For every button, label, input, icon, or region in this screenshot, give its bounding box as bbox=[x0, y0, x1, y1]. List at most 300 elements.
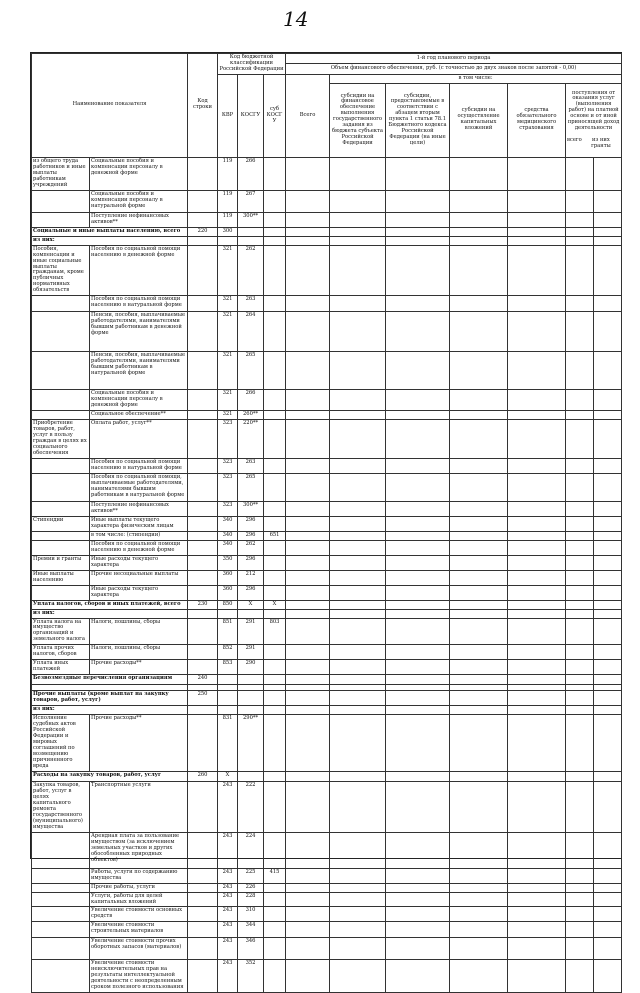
row-value-cell bbox=[594, 157, 622, 190]
row-value-cell bbox=[450, 227, 508, 236]
row-value-cell bbox=[286, 459, 330, 474]
row-value-cell bbox=[386, 832, 450, 868]
header-total: Всего bbox=[286, 74, 330, 157]
row-kvr bbox=[218, 706, 238, 715]
row-value-cell bbox=[508, 922, 566, 938]
row-value-cell bbox=[450, 691, 508, 706]
row-kvr: 323 bbox=[218, 501, 238, 516]
row-value-cell bbox=[286, 245, 330, 296]
row-sub-kosgu bbox=[264, 157, 286, 190]
row-kosgu: 265 bbox=[238, 352, 264, 390]
row-value-cell bbox=[330, 390, 386, 411]
row-item: Пособия по социальной помощи населению в денежной форме bbox=[90, 540, 188, 555]
row-code bbox=[188, 907, 218, 922]
row-code bbox=[188, 960, 218, 993]
row-kvr: 340 bbox=[218, 540, 238, 555]
row-sub-kosgu bbox=[264, 212, 286, 227]
row-kosgu: 296 bbox=[238, 531, 264, 540]
row-code bbox=[188, 473, 218, 501]
header-oms: средства обязательного медицинского страхования bbox=[508, 83, 566, 157]
row-kosgu: 225 bbox=[238, 868, 264, 883]
row-value-cell bbox=[330, 600, 386, 609]
row-section bbox=[32, 907, 90, 922]
row-value-cell bbox=[450, 245, 508, 296]
row-kvr: 243 bbox=[218, 868, 238, 883]
row-name: Расходы на закупку товаров, работ, услуг bbox=[32, 771, 188, 781]
row-sub-kosgu bbox=[264, 706, 286, 715]
row-value-cell bbox=[386, 501, 450, 516]
row-value-cell bbox=[330, 459, 386, 474]
row-value-cell bbox=[508, 516, 566, 531]
row-sub-kosgu bbox=[264, 352, 286, 390]
row-kvr: 321 bbox=[218, 352, 238, 390]
row-value-cell bbox=[508, 236, 566, 245]
row-section: из общего труда работников и иные выплаты работникам учреждений bbox=[32, 157, 90, 190]
table-row bbox=[32, 227, 622, 236]
row-kvr bbox=[218, 236, 238, 245]
row-value-cell bbox=[286, 390, 330, 411]
row-value-cell bbox=[286, 609, 330, 618]
row-value-cell bbox=[386, 771, 450, 781]
row-value-cell bbox=[330, 691, 386, 706]
row-kvr: 350 bbox=[218, 555, 238, 570]
row-value-cell bbox=[508, 570, 566, 585]
row-section: Пособия, компенсации и иные социальные выплаты гражданам, кроме публичных нормативных обязательств bbox=[32, 245, 90, 296]
row-value-cell bbox=[566, 212, 594, 227]
row-value-cell bbox=[286, 660, 330, 675]
row-value-cell bbox=[508, 675, 566, 685]
row-kosgu: 296 bbox=[238, 516, 264, 531]
row-value-cell bbox=[286, 516, 330, 531]
row-value-cell bbox=[330, 236, 386, 245]
row-kosgu bbox=[238, 691, 264, 706]
row-item: Пособия по социальной помощи населению в денежной форме bbox=[90, 245, 188, 296]
table-row bbox=[32, 715, 622, 772]
row-value-cell bbox=[594, 781, 622, 832]
row-value-cell bbox=[594, 296, 622, 312]
row-value-cell bbox=[508, 660, 566, 675]
row-value-cell bbox=[386, 352, 450, 390]
row-value-cell bbox=[286, 715, 330, 772]
row-sub-kosgu: 415 bbox=[264, 868, 286, 883]
table-row bbox=[32, 312, 622, 352]
row-item: Иные выплаты текущего характера физическим лицам bbox=[90, 516, 188, 531]
row-value-cell bbox=[594, 501, 622, 516]
row-value-cell bbox=[286, 771, 330, 781]
row-value-cell bbox=[386, 907, 450, 922]
row-sub-kosgu bbox=[264, 771, 286, 781]
row-value-cell bbox=[594, 352, 622, 390]
row-value-cell bbox=[566, 296, 594, 312]
row-section: Премии и гранты bbox=[32, 555, 90, 570]
row-value-cell bbox=[566, 516, 594, 531]
row-name: из них: bbox=[32, 236, 188, 245]
row-value-cell bbox=[594, 585, 622, 600]
row-value-cell bbox=[386, 675, 450, 685]
row-section bbox=[32, 938, 90, 960]
row-kosgu: 226 bbox=[238, 883, 264, 892]
row-value-cell bbox=[508, 771, 566, 781]
row-value-cell bbox=[286, 236, 330, 245]
row-value-cell bbox=[330, 555, 386, 570]
row-kosgu: 290 bbox=[238, 660, 264, 675]
row-value-cell bbox=[508, 618, 566, 645]
row-sub-kosgu bbox=[264, 501, 286, 516]
row-value-cell bbox=[594, 609, 622, 618]
row-value-cell bbox=[330, 618, 386, 645]
row-item: Пособия по социальной помощи, выплачиваемые работодателями, нанимателями бывшим работникам в натуральной форме bbox=[90, 473, 188, 501]
row-value-cell bbox=[508, 227, 566, 236]
row-code bbox=[188, 540, 218, 555]
row-value-cell bbox=[330, 245, 386, 296]
row-value-cell bbox=[594, 922, 622, 938]
row-value-cell bbox=[330, 570, 386, 585]
row-value-cell bbox=[566, 675, 594, 685]
table-row bbox=[32, 245, 622, 296]
row-kvr: 243 bbox=[218, 781, 238, 832]
row-value-cell bbox=[594, 473, 622, 501]
row-value-cell bbox=[386, 245, 450, 296]
row-value-cell bbox=[330, 675, 386, 685]
row-value-cell bbox=[450, 352, 508, 390]
row-kosgu: 224 bbox=[238, 832, 264, 868]
header-paid-grants: из них гранты bbox=[591, 137, 611, 150]
row-item: Пенсии, пособия, выплачиваемые работодателями, нанимателями бывшим работникам в натуральной форме bbox=[90, 352, 188, 390]
row-value-cell bbox=[330, 531, 386, 540]
row-value-cell bbox=[508, 296, 566, 312]
row-value-cell bbox=[594, 907, 622, 922]
row-value-cell bbox=[386, 157, 450, 190]
row-code bbox=[188, 411, 218, 420]
row-value-cell bbox=[594, 715, 622, 772]
row-value-cell bbox=[508, 212, 566, 227]
row-value-cell bbox=[594, 570, 622, 585]
row-item: Социальные пособия и компенсации персоналу в денежной форме bbox=[90, 157, 188, 190]
row-kosgu bbox=[238, 706, 264, 715]
row-value-cell bbox=[386, 883, 450, 892]
row-value-cell bbox=[286, 600, 330, 609]
row-kvr: 321 bbox=[218, 296, 238, 312]
row-value-cell bbox=[286, 473, 330, 501]
table-row bbox=[32, 212, 622, 227]
row-item: Прочие расходы** bbox=[90, 715, 188, 772]
row-value-cell bbox=[566, 585, 594, 600]
row-sub-kosgu bbox=[264, 296, 286, 312]
row-code bbox=[188, 645, 218, 660]
row-code bbox=[188, 296, 218, 312]
row-sub-kosgu bbox=[264, 236, 286, 245]
row-value-cell bbox=[594, 645, 622, 660]
row-value-cell bbox=[508, 390, 566, 411]
row-sub-kosgu: X bbox=[264, 600, 286, 609]
row-value-cell bbox=[508, 883, 566, 892]
table-row bbox=[32, 555, 622, 570]
table-row bbox=[32, 516, 622, 531]
row-value-cell bbox=[450, 501, 508, 516]
row-item: Прочие работы, услуги bbox=[90, 883, 188, 892]
row-value-cell bbox=[594, 516, 622, 531]
row-code bbox=[188, 609, 218, 618]
row-value-cell bbox=[330, 212, 386, 227]
row-value-cell bbox=[594, 227, 622, 236]
row-value-cell bbox=[594, 960, 622, 993]
row-value-cell bbox=[450, 473, 508, 501]
row-code bbox=[188, 190, 218, 212]
row-kosgu: 346 bbox=[238, 938, 264, 960]
row-value-cell bbox=[450, 411, 508, 420]
row-kosgu bbox=[238, 227, 264, 236]
row-item: Поступление нефинансовых активов** bbox=[90, 212, 188, 227]
row-code bbox=[188, 781, 218, 832]
row-name: Прочие выплаты (кроме выплат на закупку товаров, работ, услуг) bbox=[32, 691, 188, 706]
row-value-cell bbox=[508, 907, 566, 922]
row-value-cell bbox=[450, 868, 508, 883]
row-item: Иные расходы текущего характера bbox=[90, 555, 188, 570]
row-kvr: 243 bbox=[218, 907, 238, 922]
row-item: Прочие несоциальные выплаты bbox=[90, 570, 188, 585]
budget-table-sheet bbox=[30, 52, 622, 991]
row-item: Поступление нефинансовых активов** bbox=[90, 501, 188, 516]
row-sub-kosgu bbox=[264, 570, 286, 585]
table-row bbox=[32, 585, 622, 600]
row-code: 230 bbox=[188, 600, 218, 609]
row-section bbox=[32, 190, 90, 212]
row-value-cell bbox=[508, 691, 566, 706]
row-kvr: 243 bbox=[218, 892, 238, 907]
row-value-cell bbox=[508, 781, 566, 832]
row-kosgu: 262 bbox=[238, 245, 264, 296]
row-code bbox=[188, 312, 218, 352]
row-value-cell bbox=[386, 459, 450, 474]
table-row bbox=[32, 781, 622, 832]
row-value-cell bbox=[450, 600, 508, 609]
row-value-cell bbox=[450, 312, 508, 352]
row-value-cell bbox=[286, 411, 330, 420]
row-value-cell bbox=[450, 706, 508, 715]
row-value-cell bbox=[508, 157, 566, 190]
row-kvr: 243 bbox=[218, 832, 238, 868]
row-value-cell bbox=[508, 715, 566, 772]
row-value-cell bbox=[450, 296, 508, 312]
table-row bbox=[32, 960, 622, 993]
row-kosgu: 296 bbox=[238, 585, 264, 600]
row-value-cell bbox=[594, 618, 622, 645]
table-row bbox=[32, 868, 622, 883]
row-kosgu bbox=[238, 236, 264, 245]
header-kvr: КВР bbox=[218, 74, 238, 157]
row-kosgu: 212 bbox=[238, 570, 264, 585]
row-value-cell bbox=[386, 922, 450, 938]
row-value-cell bbox=[566, 771, 594, 781]
row-value-cell bbox=[450, 960, 508, 993]
row-sub-kosgu bbox=[264, 411, 286, 420]
row-kvr: 360 bbox=[218, 585, 238, 600]
row-value-cell bbox=[330, 473, 386, 501]
row-value-cell bbox=[594, 938, 622, 960]
row-value-cell bbox=[566, 868, 594, 883]
table-row bbox=[32, 907, 622, 922]
row-item: Увеличение стоимости прочих оборотных запасов (материалов) bbox=[90, 938, 188, 960]
row-kvr: 850 bbox=[218, 600, 238, 609]
row-kvr: 853 bbox=[218, 660, 238, 675]
row-value-cell bbox=[450, 540, 508, 555]
row-sub-kosgu bbox=[264, 227, 286, 236]
row-section bbox=[32, 212, 90, 227]
row-value-cell bbox=[566, 245, 594, 296]
row-sub-kosgu bbox=[264, 190, 286, 212]
row-value-cell bbox=[330, 868, 386, 883]
row-kosgu: 263 bbox=[238, 459, 264, 474]
row-kvr: 243 bbox=[218, 883, 238, 892]
row-value-cell bbox=[508, 555, 566, 570]
row-code bbox=[188, 660, 218, 675]
row-value-cell bbox=[566, 236, 594, 245]
row-sub-kosgu bbox=[264, 459, 286, 474]
row-value-cell bbox=[594, 555, 622, 570]
row-kosgu: 344 bbox=[238, 922, 264, 938]
row-value-cell bbox=[508, 938, 566, 960]
row-value-cell bbox=[508, 420, 566, 459]
row-value-cell bbox=[508, 540, 566, 555]
row-name: Уплата налогов, сборов и иных платежей, всего bbox=[32, 600, 188, 609]
header-subsidy-capital: субсидии на осуществление капитальных вложений bbox=[450, 83, 508, 157]
row-value-cell bbox=[566, 190, 594, 212]
row-kosgu: 264 bbox=[238, 312, 264, 352]
row-name: из них: bbox=[32, 706, 188, 715]
row-section bbox=[32, 868, 90, 883]
row-item: в том числе: (стипендии) bbox=[90, 531, 188, 540]
row-sub-kosgu bbox=[264, 922, 286, 938]
row-section bbox=[32, 390, 90, 411]
row-item: Транспортные услуги bbox=[90, 781, 188, 832]
row-item: Пособия по социальной помощи населению в натуральной форме bbox=[90, 459, 188, 474]
row-kvr: 852 bbox=[218, 645, 238, 660]
row-section: Уплата прочих налогов, сборов bbox=[32, 645, 90, 660]
row-kvr: 360 bbox=[218, 570, 238, 585]
row-code bbox=[188, 212, 218, 227]
row-code bbox=[188, 938, 218, 960]
row-value-cell bbox=[566, 781, 594, 832]
row-name: Социальные и иные выплаты населению, всего bbox=[32, 227, 188, 236]
row-value-cell bbox=[386, 390, 450, 411]
row-value-cell bbox=[330, 609, 386, 618]
row-value-cell bbox=[566, 660, 594, 675]
row-sub-kosgu: 803 bbox=[264, 618, 286, 645]
row-kosgu: 265 bbox=[238, 473, 264, 501]
row-code bbox=[188, 715, 218, 772]
row-section: Приобретение товаров, работ, услуг в пользу граждан в целях их социального обеспечения bbox=[32, 420, 90, 459]
row-value-cell bbox=[594, 600, 622, 609]
row-value-cell bbox=[386, 296, 450, 312]
row-value-cell bbox=[286, 781, 330, 832]
row-value-cell bbox=[330, 227, 386, 236]
row-value-cell bbox=[566, 600, 594, 609]
row-code: 220 bbox=[188, 227, 218, 236]
row-value-cell bbox=[566, 555, 594, 570]
row-value-cell bbox=[386, 212, 450, 227]
row-kvr: 321 bbox=[218, 411, 238, 420]
row-section: Закупка товаров, работ, услуг в целях капитального ремонта государственного (муниципального) имущества bbox=[32, 781, 90, 832]
row-kosgu: 300** bbox=[238, 501, 264, 516]
row-code bbox=[188, 618, 218, 645]
row-code bbox=[188, 352, 218, 390]
row-value-cell bbox=[286, 832, 330, 868]
row-value-cell bbox=[286, 868, 330, 883]
row-code bbox=[188, 585, 218, 600]
table-row bbox=[32, 618, 622, 645]
row-value-cell bbox=[508, 352, 566, 390]
row-item: Пенсии, пособия, выплачиваемые работодателями, нанимателями бывшим работникам в денежной форме bbox=[90, 312, 188, 352]
row-value-cell bbox=[286, 212, 330, 227]
row-value-cell bbox=[594, 540, 622, 555]
table-row bbox=[32, 501, 622, 516]
table-row bbox=[32, 609, 622, 618]
row-value-cell bbox=[566, 473, 594, 501]
row-name: Безвозмездные перечисления организациям bbox=[32, 675, 188, 685]
table-row bbox=[32, 922, 622, 938]
row-kosgu: 220** bbox=[238, 420, 264, 459]
row-kosgu bbox=[238, 771, 264, 781]
table-row bbox=[32, 531, 622, 540]
row-value-cell bbox=[286, 531, 330, 540]
row-sub-kosgu bbox=[264, 609, 286, 618]
table-row bbox=[32, 296, 622, 312]
row-value-cell bbox=[330, 922, 386, 938]
row-kvr: 340 bbox=[218, 531, 238, 540]
row-value-cell bbox=[330, 771, 386, 781]
row-code bbox=[188, 390, 218, 411]
row-value-cell bbox=[450, 675, 508, 685]
row-section bbox=[32, 459, 90, 474]
row-value-cell bbox=[330, 540, 386, 555]
row-value-cell bbox=[286, 190, 330, 212]
row-value-cell bbox=[508, 459, 566, 474]
row-value-cell bbox=[386, 312, 450, 352]
row-item: Увеличение стоимости основных средств bbox=[90, 907, 188, 922]
row-value-cell bbox=[386, 531, 450, 540]
row-value-cell bbox=[286, 585, 330, 600]
row-value-cell bbox=[330, 938, 386, 960]
row-value-cell bbox=[450, 660, 508, 675]
row-value-cell bbox=[286, 922, 330, 938]
row-value-cell bbox=[450, 570, 508, 585]
row-kosgu: 296 bbox=[238, 555, 264, 570]
row-item: Социальное обеспечение** bbox=[90, 411, 188, 420]
row-value-cell bbox=[386, 618, 450, 645]
row-value-cell bbox=[450, 157, 508, 190]
row-value-cell bbox=[330, 352, 386, 390]
row-value-cell bbox=[286, 706, 330, 715]
row-value-cell bbox=[286, 570, 330, 585]
row-kvr: 831 bbox=[218, 715, 238, 772]
table-row bbox=[32, 691, 622, 706]
row-sub-kosgu: 651 bbox=[264, 531, 286, 540]
row-value-cell bbox=[508, 531, 566, 540]
header-subsidy-state-task: субсидии на финансовое обеспечение выполнения государственного задания из бюджета субъекта Российской Федерации bbox=[330, 83, 386, 157]
row-value-cell bbox=[386, 706, 450, 715]
row-item: Услуги, работы для целей капитальных вложений bbox=[90, 892, 188, 907]
row-kosgu: 291 bbox=[238, 645, 264, 660]
row-value-cell bbox=[450, 531, 508, 540]
row-section bbox=[32, 473, 90, 501]
row-kvr: X bbox=[218, 771, 238, 781]
row-value-cell bbox=[450, 781, 508, 832]
table-row bbox=[32, 190, 622, 212]
row-code bbox=[188, 883, 218, 892]
row-value-cell bbox=[286, 938, 330, 960]
row-kosgu: X bbox=[238, 600, 264, 609]
row-kosgu: 263 bbox=[238, 296, 264, 312]
